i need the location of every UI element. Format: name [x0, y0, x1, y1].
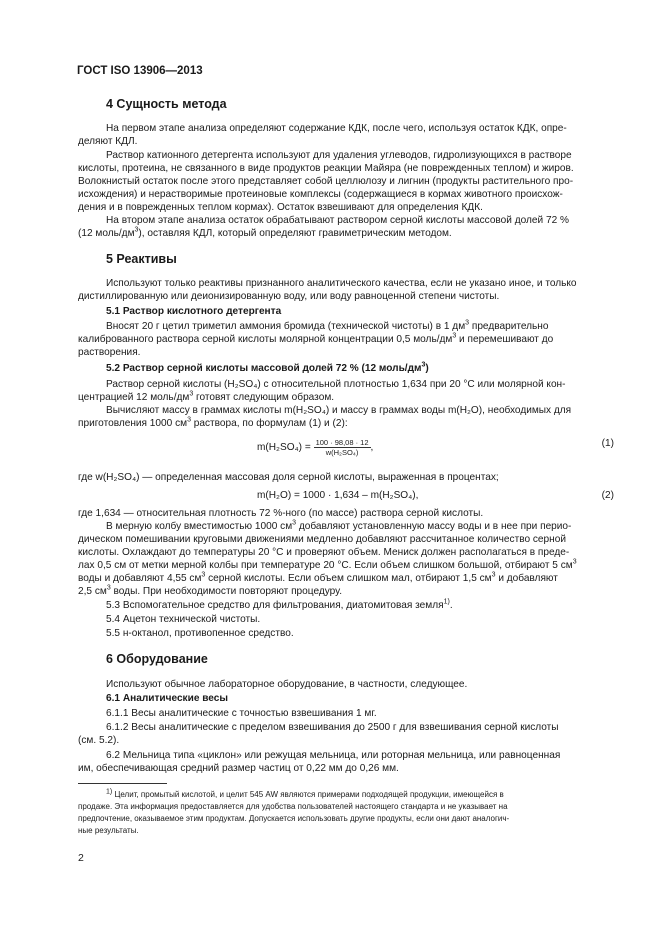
footnote-separator [78, 783, 167, 784]
section-5-title: 5 Реактивы [106, 252, 177, 266]
footnote-line2: продаже. Эта информация предоставляется для удобства пользователей настоящего стандарта и не указывает на [78, 802, 508, 811]
footnote-line4: ные результаты. [78, 826, 139, 835]
s52-p2-line6: 2,5 $см^3$ воды. При необходимости повторяют процедуру. [78, 584, 343, 597]
s4-p2-line4: исхождения) и нерастворимые протеиновые комплексы (содержащиеся в кормах животного происхож- [78, 189, 563, 200]
s51-line3: растворения. [78, 347, 141, 358]
subsection-6-1-title: 6.1 Аналитические весы [106, 693, 229, 704]
s52-line3: Вычисляют массу в граммах кислоты m(H₂SO₄) и массу в граммах воды m(H₂O), необходимых для [106, 405, 572, 416]
where-1: где w(H₂SO₄) — определенная массовая доля серной кислоты, выраженная в процентах; [78, 472, 499, 483]
item-6-1-2-line2: (см. 5.2). [78, 735, 120, 746]
section-6-title: 6 Оборудование [106, 652, 208, 666]
item-5-4: 5.4 Ацетон технической чистоты. [106, 614, 261, 625]
footnote-line1: $^{1)}$ Целит, промытый кислотой, и целит 545 AW являются примерами подходящей продукции, имеющейся в [106, 788, 504, 799]
formula-2: m(H₂O) = 1000 · 1,634 – m(H₂SO₄), [257, 490, 419, 501]
s4-p3-line1: На втором этапе анализа остаток обрабатывают раствором серной кислоты массовой долей 72 % [106, 215, 569, 226]
s52-line1: Раствор серной кислоты (H₂SO₄) с относительной плотностью 1,634 при 20 °С или молярной кон- [106, 379, 566, 390]
formula-2-number: (2) [601, 490, 614, 501]
footnote-line3: предпочтение, оказываемое этим продуктам. Допускается использовать другие продукты, если они дают аналогич- [78, 814, 510, 823]
s5-p1-line2: дистиллированную или деионизированную воду, или воду равноценной степени чистоты. [78, 291, 500, 302]
s4-p2-line5: дения и в поврежденных теплом кормах). Остаток взвешивают для определения КДК. [78, 202, 483, 213]
s4-p3-line2: (12 моль/$дм^3$), оставляя КДЛ, который определяют гравиметрическим методом. [78, 226, 452, 239]
item-5-3: 5.3 Вспомогательное средство для фильтрования, диатомитовая земля$^{1)}$. [106, 598, 453, 611]
s52-p2-line3: кислоты. Охлаждают до температуры 20 °С и проверяют объем. Мениск должен располагаться в преде- [78, 547, 570, 558]
page-number: 2 [78, 852, 84, 864]
formula-1-number: (1) [601, 438, 614, 449]
item-6-2-line2: им, обеспечивающая средний размер частиц от 0,22 мм до 0,26 мм. [78, 763, 399, 774]
s4-p2-line3: Волокнистый остаток после этого представляет собой целлюлозу и лигнин (продукты растительного про- [78, 176, 574, 187]
s51-line1: Вносят 20 г цетил триметил аммония бромида (технической чистоты) в 1 $дм^3$ предварительно [106, 319, 549, 332]
item-6-2-line1: 6.2 Мельница типа «циклон» или режущая мельница, или роторная мельница, или равноценная [106, 750, 561, 761]
s52-line4: приготовления 1000 $см^3$ раствора, по формулам (1) и (2): [78, 416, 348, 429]
where-2: где 1,634 — относительная плотность 72 %-ного (по массе) раствора серной кислоты. [78, 508, 484, 519]
s4-p1-line1: На первом этапе анализа определяют содержание КДК, после чего, используя остаток КДК, опре- [106, 123, 567, 134]
formula-1-fraction: $\frac{100 \cdot 98,08 \cdot 12}{\text{w(H₂SO₄)}}$ [315, 438, 369, 457]
s52-p2-line2: дическом помешивании круговыми движениями медленно добавляют рассчитанное количество серной [78, 534, 566, 545]
s4-p2-line2: кислоты, протеина, не связанного в виде продуктов реакции Майяра (не поврежденных теплом) и жиров. [78, 163, 574, 174]
s4-p2-line1: Раствор катионного детергента используют для удаления углеводов, гидролизующихся в растворе [106, 150, 572, 161]
s52-p2-line4: лах 0,5 см от метки мерной колбы при температуре 20 °С. Если объем слишком большой, отбирают 5 $см^3$ [78, 558, 577, 571]
s52-line2: центрацией 12 моль/$дм^3$ готовят следующим образом. [78, 390, 335, 403]
subsection-5-2-title: 5.2 Раствор серной кислоты массовой долей 72 % (12 моль/$дм^3$) [106, 361, 429, 374]
item-5-5: 5.5 н-октанол, противопенное средство. [106, 628, 294, 639]
formula-1: m(H₂SO₄) = $\frac{100 \cdot 98,08 \cdot 12}{\text{w(H₂SO₄)}}$ , [257, 438, 374, 457]
document-header: ГОСТ ISO 13906—2013 [77, 65, 203, 77]
section-4-title: 4 Сущность метода [106, 97, 227, 111]
s6-p1: Используют обычное лабораторное оборудование, в частности, следующее. [106, 679, 468, 690]
item-6-1-1: 6.1.1 Весы аналитические с точностью взвешивания 1 мг. [106, 708, 377, 719]
s51-line2: калиброванного раствора серной кислоты молярной концентрации 0,5 моль/$дм^3$ и перемешивают до [78, 332, 554, 345]
s5-p1-line1: Используют только реактивы признанного аналитического качества, если не указано иное, и только [106, 278, 577, 289]
item-6-1-2-line1: 6.1.2 Весы аналитические с пределом взвешивания до 2500 г для взвешивания серной кислоты [106, 722, 559, 733]
subsection-5-1-title: 5.1 Раствор кислотного детергента [106, 306, 282, 317]
s52-p2-line1: В мерную колбу вместимостью 1000 $см^3$ добавляют установленную массу воды и в нее при перио- [106, 519, 572, 532]
s4-p1-line2: деляют КДЛ. [78, 136, 138, 147]
s52-p2-line5: воды и добавляют 4,55 $см^3$ серной кислоты. Если объем слишком мал, отбирают 1,5 $см^3$ и добавляют [78, 571, 558, 584]
